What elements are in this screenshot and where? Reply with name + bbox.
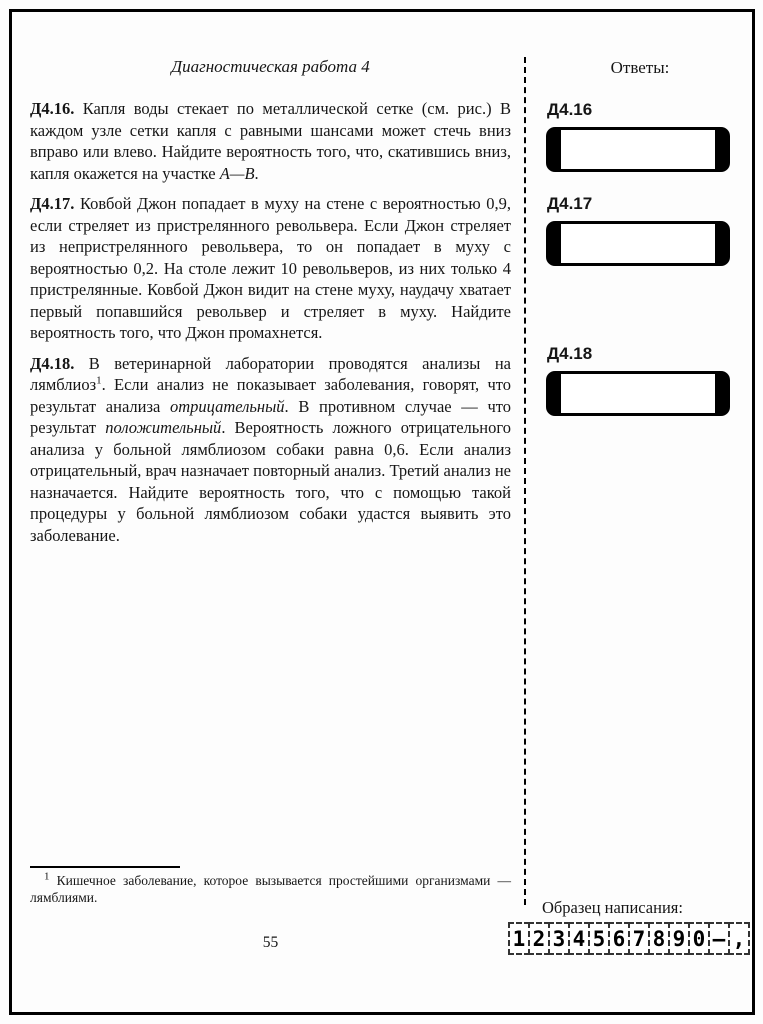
problem-text: . В противном случае — что результат bbox=[30, 396, 512, 437]
sample-char: 6 bbox=[608, 922, 630, 955]
answer-label: Д4.18 bbox=[547, 344, 593, 363]
page-title: Диагностическая работа 4 bbox=[171, 57, 370, 76]
answer-box bbox=[546, 221, 730, 266]
sample-char: 4 bbox=[568, 922, 590, 955]
sample-char: 2 bbox=[528, 922, 550, 955]
footnote-marker: 1 bbox=[44, 870, 50, 883]
problem-text-italic: отрицательный bbox=[170, 396, 285, 416]
sample-char: , bbox=[728, 922, 750, 955]
sample-char: 9 bbox=[668, 922, 690, 955]
sample-char: — bbox=[708, 922, 730, 955]
problem-d4-16 bbox=[30, 98, 511, 184]
problem-text: . Если анализ не показывает заболевания, говорят, что результат анализа bbox=[30, 375, 511, 416]
footnote-marker-ref: 1 bbox=[96, 374, 102, 387]
problem-text-italic: А—В bbox=[219, 163, 255, 183]
problem-text: В ветеринарной лаборатории проводятся анализы на лямблиоз bbox=[30, 353, 511, 394]
sample-char: 3 bbox=[548, 922, 570, 955]
sample-char: 5 bbox=[588, 922, 610, 955]
answer-block-d4-18 bbox=[546, 344, 734, 416]
answer-box bbox=[546, 127, 730, 172]
problem-d4-17 bbox=[30, 193, 511, 344]
footnote bbox=[30, 866, 511, 906]
problem-text: . bbox=[254, 163, 259, 183]
sample-char: 8 bbox=[648, 922, 670, 955]
answers-header: Ответы: bbox=[610, 58, 670, 77]
problem-text-italic: положительный bbox=[105, 418, 222, 437]
problem-number: Д4.17. bbox=[30, 194, 75, 213]
digit-writing-sample-strip bbox=[508, 922, 750, 955]
sample-char: 1 bbox=[508, 922, 530, 955]
footnote-divider bbox=[30, 866, 180, 868]
problem-text: Капля воды стекает по металлической сетке (см. рис.) В каждом узле сетки капля с равными шансами может стечь вниз вправо или влево. Найдите вероятность того, что, скатившись вниз, капля окажется на участке bbox=[30, 99, 511, 183]
problem-d4-18 bbox=[30, 353, 511, 547]
answer-block-d4-17 bbox=[546, 194, 734, 266]
answer-box bbox=[546, 371, 730, 416]
problem-number: Д4.16. bbox=[30, 99, 75, 118]
writing-sample-label: Образец написания: bbox=[542, 898, 683, 917]
problem-number: Д4.18. bbox=[30, 353, 75, 373]
answer-label: Д4.16 bbox=[547, 100, 593, 119]
sample-char: 0 bbox=[688, 922, 710, 955]
problem-text: . Вероятность ложного отрицательного анализа у больной лямблиозом собаки равна 0,6. Если анализ отрицательный, врач назначает повторный анализ. Третий анализ не назначается. Найдите вероятность того, что с помощью такой процедуры у больной лямблиозом собаки удастся выявить это заболевание. bbox=[30, 418, 511, 545]
answer-block-d4-16 bbox=[546, 100, 734, 172]
answer-label: Д4.17 bbox=[547, 194, 593, 213]
footnote-body: Кишечное заболевание, которое вызывается простейшими организмами — лямблиями. bbox=[30, 873, 511, 905]
main-text-column bbox=[30, 57, 511, 555]
page-number: 55 bbox=[262, 934, 279, 951]
sample-char: 7 bbox=[628, 922, 650, 955]
footnote-text bbox=[30, 870, 511, 906]
dashed-column-divider bbox=[524, 57, 526, 905]
problem-text: Ковбой Джон попадает в муху на стене с вероятностью 0,9, если стреляет из пристрелянного револьвера. Если Джон стреляет из непристрелянного револьвера, то он попадает в муху с вероятностью 0,2. На столе лежит 10 револьверов, из них только 4 пристрелянные. Ковбой Джон видит на стене муху, наудачу хватает первый попавшийся револьвер и стреляет в муху. Найдите вероятность того, что Джон промахнется. bbox=[30, 194, 511, 342]
